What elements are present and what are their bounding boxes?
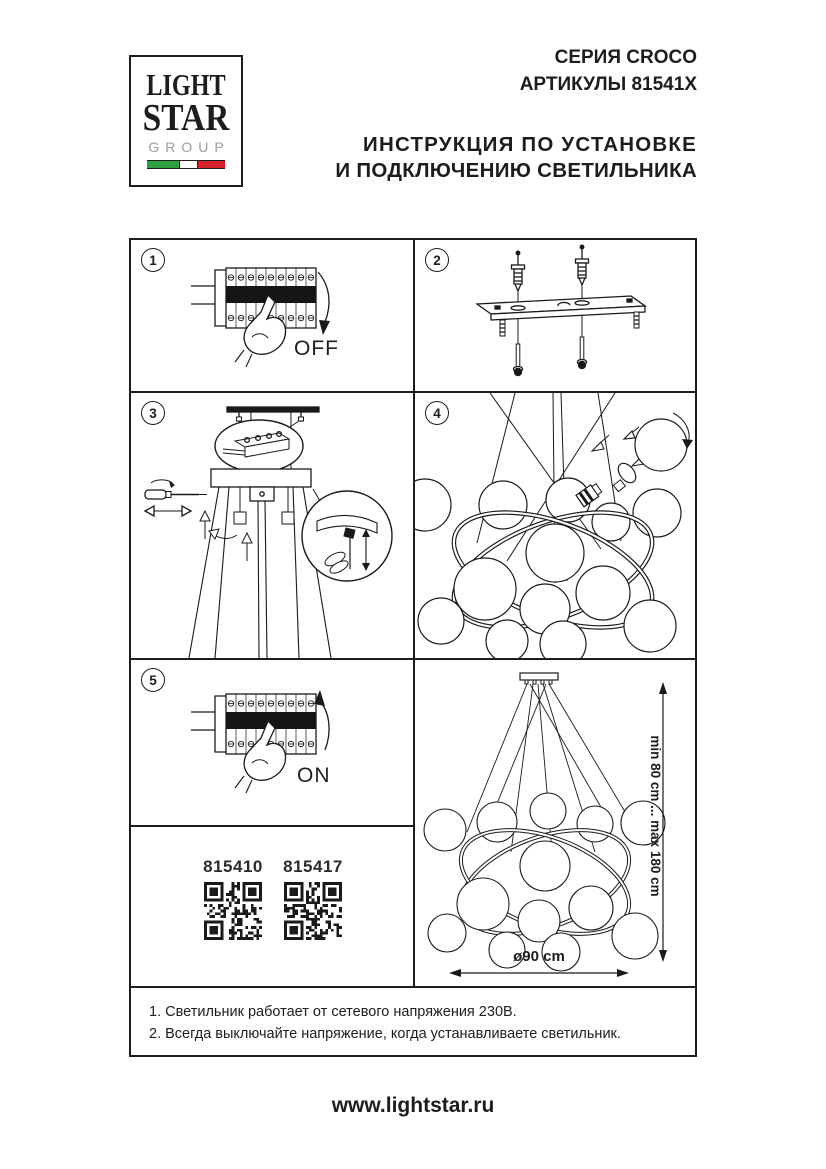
step5-number-badge: 5 bbox=[141, 668, 165, 692]
terminal-block-detail bbox=[215, 420, 303, 472]
steps-grid bbox=[129, 238, 697, 988]
qr-section bbox=[131, 827, 413, 986]
cable-gripper-detail bbox=[302, 489, 392, 581]
step3-panel bbox=[131, 393, 413, 658]
breaker-on-illustration bbox=[131, 660, 413, 825]
step2-panel bbox=[415, 240, 695, 391]
screw-left bbox=[514, 344, 523, 376]
off-label: OFF bbox=[294, 337, 339, 360]
diameter-dimension-line bbox=[449, 969, 629, 977]
articles-title: АРТИКУЛЫ 81541X bbox=[519, 74, 697, 95]
instruction-title-line1: ИНСТРУКЦИЯ ПО УСТАНОВКЕ bbox=[363, 133, 697, 156]
breaker-off-illustration bbox=[131, 240, 413, 391]
flag-red-segment bbox=[198, 161, 225, 168]
dimensions-panel bbox=[415, 660, 695, 986]
note-1: 1. Светильник работает от сетевого напряжения 230В. bbox=[149, 1004, 517, 1020]
screw-right bbox=[578, 337, 587, 369]
italian-flag-bar bbox=[147, 160, 225, 169]
logo-word-group: GROUP bbox=[148, 139, 230, 156]
notes-box bbox=[129, 986, 697, 1057]
spare-sphere bbox=[624, 413, 693, 471]
website-url: www.lightstar.ru bbox=[331, 1094, 495, 1117]
threaded-stud-right bbox=[634, 312, 639, 328]
ceiling-strip bbox=[227, 407, 319, 422]
screwdriver bbox=[145, 480, 207, 516]
logo-word-star: STAR bbox=[142, 97, 230, 139]
diameter-label: ø90 cm bbox=[513, 948, 565, 965]
series-title: СЕРИЯ CROCO bbox=[554, 47, 697, 68]
wall-plug-left bbox=[512, 251, 525, 344]
mounting-plate bbox=[477, 296, 645, 320]
step4-panel bbox=[415, 393, 695, 658]
step2-number-badge: 2 bbox=[425, 248, 449, 272]
step1-number-badge: 1 bbox=[141, 248, 165, 272]
note-2: 2. Всегда выключайте напряжение, когда устанавливаете светильник. bbox=[149, 1025, 621, 1042]
height-range-label: min 80 cm ... max 180 cm bbox=[648, 735, 663, 897]
ceiling-plate bbox=[520, 673, 558, 684]
bracket-illustration bbox=[415, 240, 695, 391]
flag-green-segment bbox=[147, 161, 179, 168]
product-815410 bbox=[193, 857, 273, 945]
threaded-stud-left bbox=[500, 320, 505, 336]
step5-panel bbox=[131, 660, 413, 825]
step1-panel bbox=[131, 240, 413, 391]
step4-number-badge: 4 bbox=[425, 401, 449, 425]
glass-spheres-front bbox=[418, 524, 676, 658]
flag-white-segment bbox=[179, 161, 198, 168]
product-815417 bbox=[273, 857, 353, 945]
article-number: 815410 bbox=[203, 857, 263, 876]
article-number: 815417 bbox=[283, 857, 343, 876]
wall-plug-right bbox=[576, 245, 589, 337]
on-label: ON bbox=[297, 764, 331, 787]
canopy-plate bbox=[211, 469, 311, 501]
chandelier-assembly-illustration bbox=[415, 393, 695, 658]
lightstar-logo bbox=[129, 55, 243, 187]
instruction-title-line2: И ПОДКЛЮЧЕНИЮ СВЕТИЛЬНИКА bbox=[335, 159, 697, 182]
qr-code-right bbox=[284, 882, 342, 940]
canopy-illustration bbox=[131, 393, 413, 658]
qr-code-left bbox=[204, 882, 262, 940]
step3-number-badge: 3 bbox=[141, 401, 165, 425]
logo-word-light: LIGHT bbox=[146, 67, 226, 102]
